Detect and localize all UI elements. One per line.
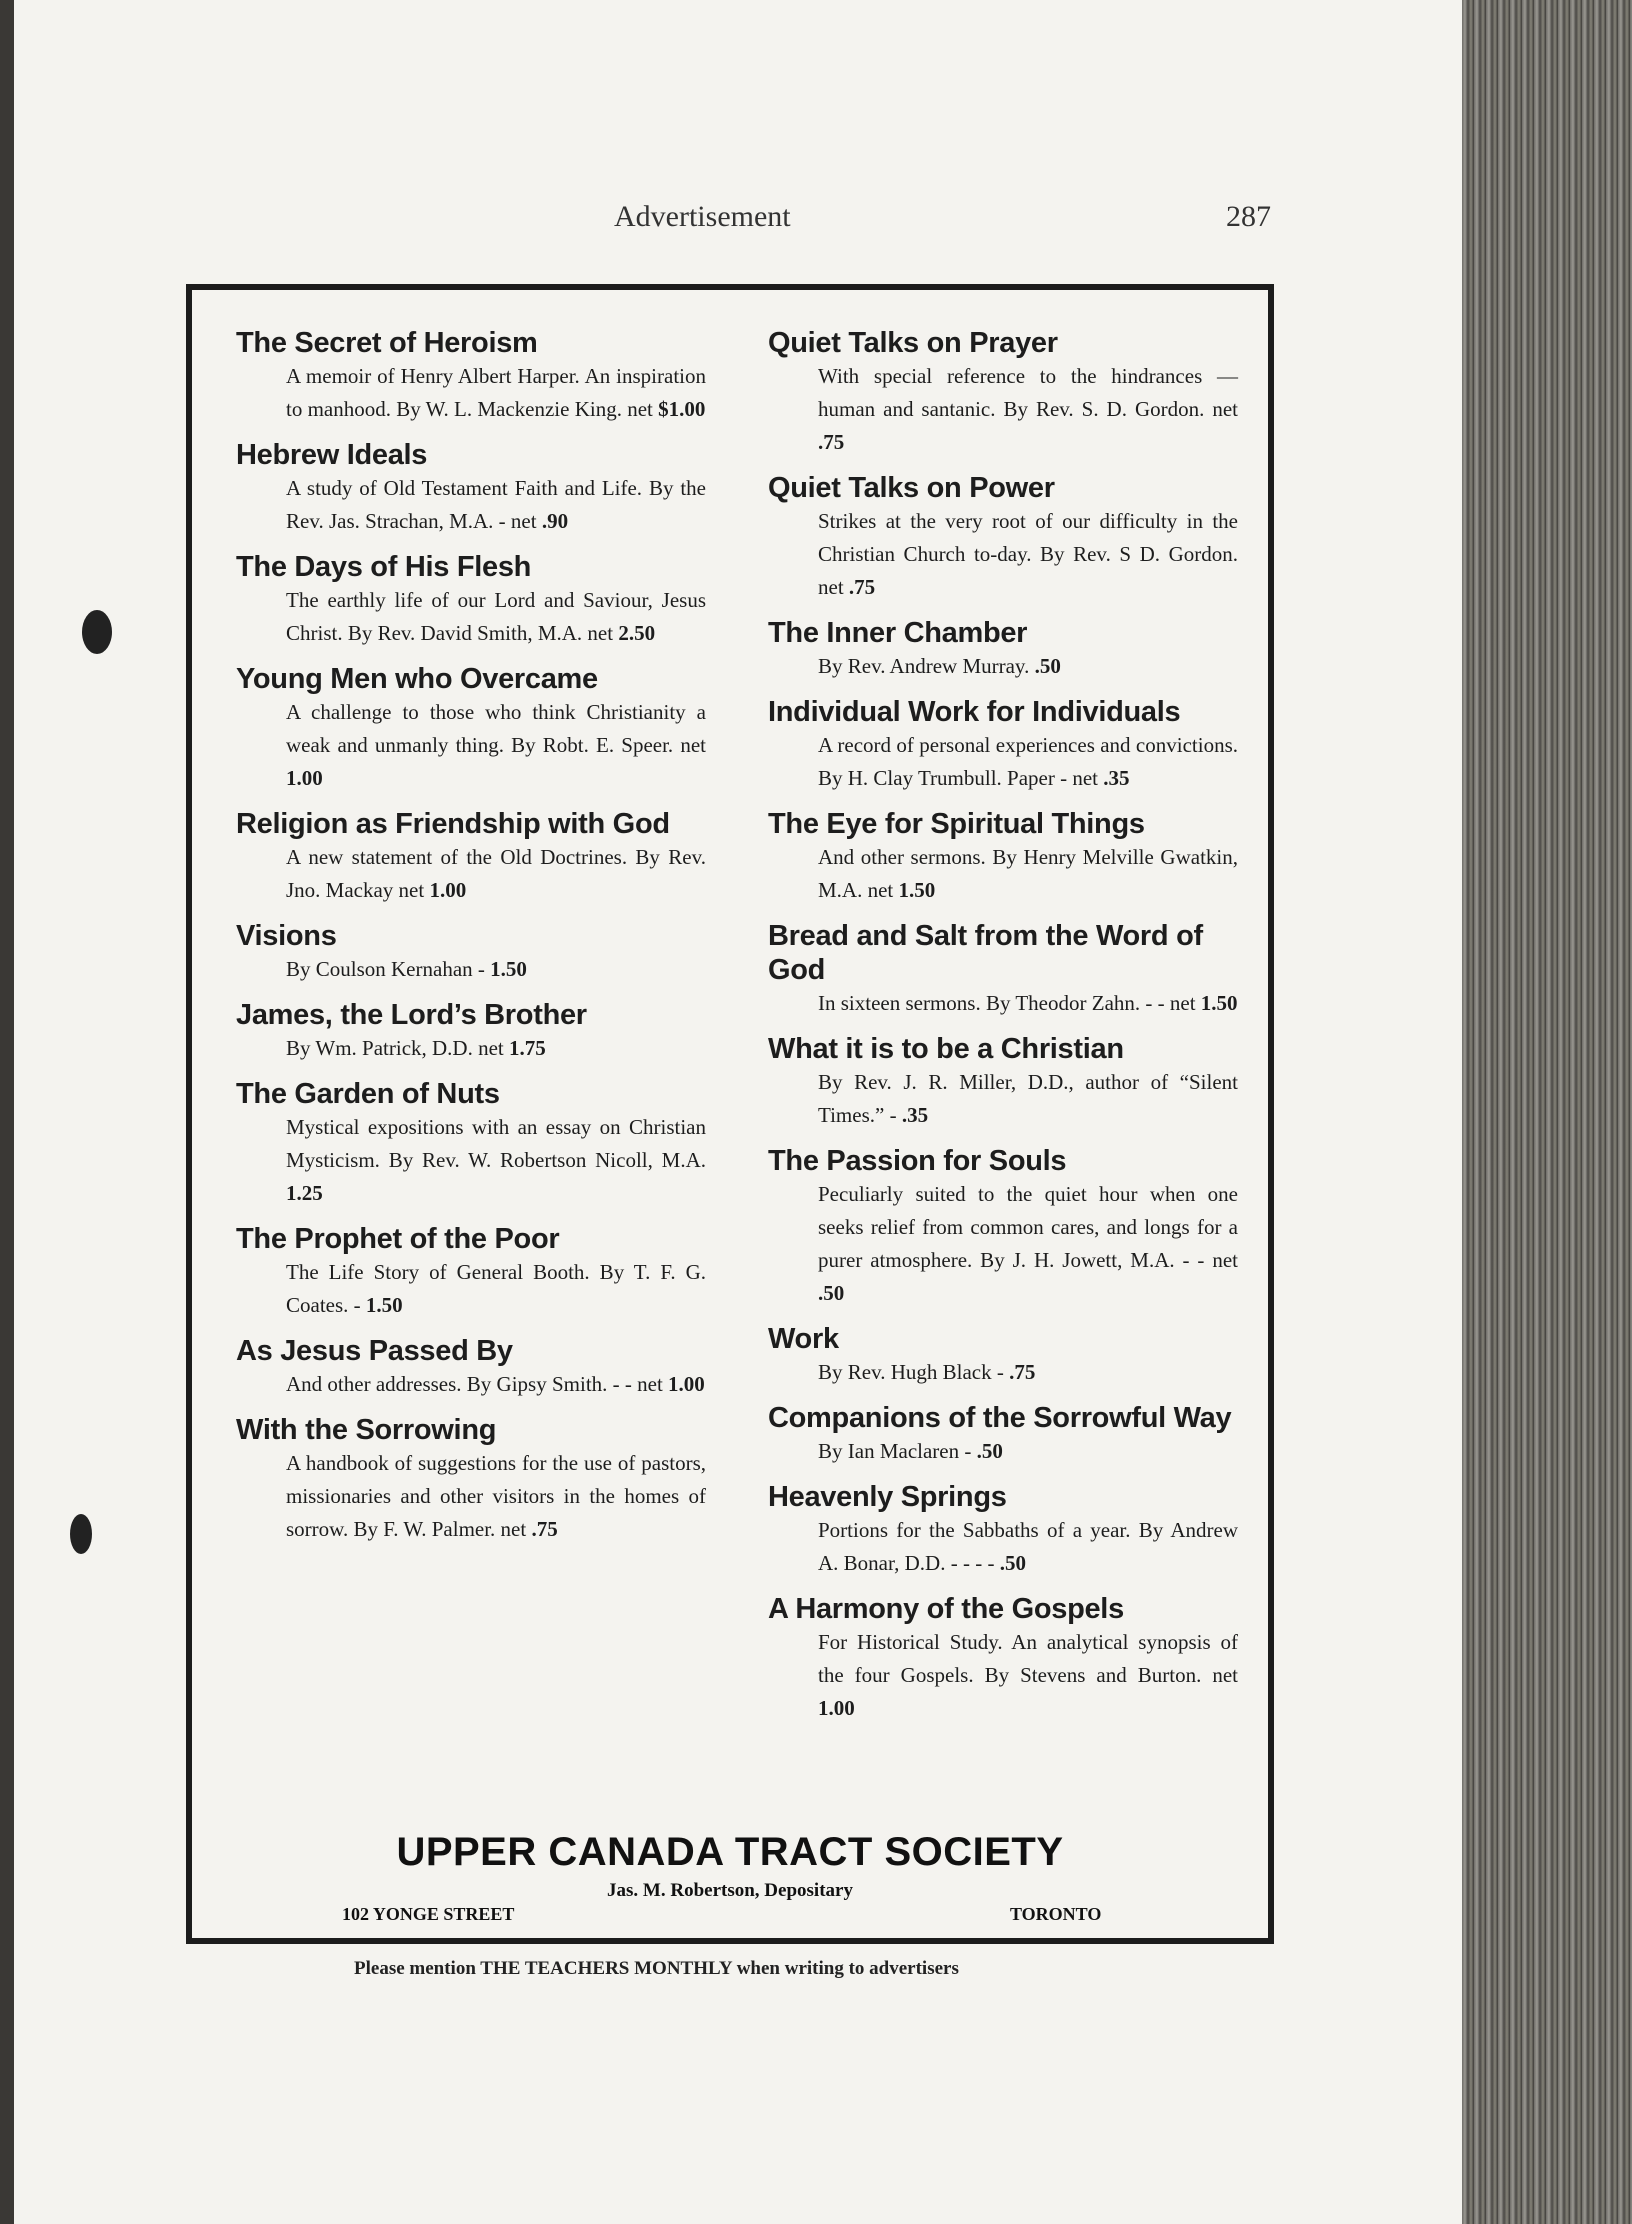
book-price: .50 bbox=[976, 1439, 1003, 1463]
book-listing bbox=[768, 326, 1238, 459]
book-description-text: A handbook of suggestions for the use of pastors, missionaries and other visitors in the homes of sorrow. By F. W. Palmer. net bbox=[286, 1451, 706, 1541]
book-listing bbox=[768, 471, 1238, 604]
advertisement-box bbox=[186, 284, 1274, 1944]
book-title: Heavenly Springs bbox=[768, 1481, 1007, 1513]
book-listing bbox=[236, 1077, 706, 1210]
page-number: 287 bbox=[1226, 200, 1271, 233]
book-price: .50 bbox=[999, 1551, 1026, 1575]
book-description bbox=[236, 696, 706, 795]
book-description bbox=[236, 584, 706, 650]
running-head: Advertisement bbox=[614, 200, 791, 233]
book-title: The Secret of Heroism bbox=[236, 327, 538, 359]
book-description-text: A memoir of Henry Albert Harper. An inspiration to manhood. By W. L. Mackenzie King. net bbox=[286, 364, 706, 421]
book-description-text: Mystical expositions with an essay on Christian Mysticism. By Rev. W. Robertson Nicoll, M.A. bbox=[286, 1115, 706, 1172]
book-description-text: By Wm. Patrick, D.D. net bbox=[286, 1036, 504, 1060]
book-title: Hebrew Ideals bbox=[236, 439, 428, 471]
scanned-page bbox=[14, 0, 1462, 2224]
book-price: 1.50 bbox=[490, 957, 527, 981]
book-listing bbox=[768, 1480, 1238, 1580]
book-description bbox=[768, 1356, 1238, 1389]
book-listing bbox=[768, 1401, 1238, 1468]
book-title: James, the Lord’s Brother bbox=[236, 999, 587, 1031]
book-description-text: A record of personal experiences and convictions. By H. Clay Trumbull. Paper - net bbox=[818, 733, 1238, 790]
left-book-column bbox=[236, 326, 706, 1558]
book-description bbox=[768, 987, 1238, 1020]
book-price: .75 bbox=[848, 575, 876, 599]
book-price: .35 bbox=[1103, 766, 1130, 790]
book-price: 1.00 bbox=[286, 766, 323, 790]
book-description bbox=[768, 1626, 1238, 1725]
book-listing bbox=[768, 919, 1238, 1020]
book-price: .35 bbox=[901, 1103, 929, 1127]
book-title: Quiet Talks on Prayer bbox=[768, 327, 1058, 359]
book-description bbox=[768, 360, 1238, 459]
book-price: .75 bbox=[1009, 1360, 1036, 1384]
book-title: Religion as Friendship with God bbox=[236, 808, 670, 840]
book-price: 1.00 bbox=[429, 878, 467, 902]
book-listing bbox=[768, 1032, 1238, 1132]
book-price: .75 bbox=[818, 430, 845, 454]
book-description bbox=[768, 505, 1238, 604]
book-title: The Days of His Flesh bbox=[236, 551, 532, 583]
publisher-depositary: Jas. M. Robertson, Depositary bbox=[607, 1880, 853, 1901]
book-title: Work bbox=[768, 1323, 839, 1355]
book-description-text: The Life Story of General Booth. By T. F. G. Coates. - bbox=[286, 1260, 706, 1317]
book-title: What it is to be a Christian bbox=[768, 1033, 1124, 1065]
book-listing bbox=[768, 616, 1238, 683]
binding-hole bbox=[82, 610, 112, 654]
book-description bbox=[236, 1032, 706, 1065]
book-listing bbox=[236, 1334, 706, 1401]
book-price: 1.00 bbox=[818, 1696, 855, 1720]
book-description-text: In sixteen sermons. By Theodor Zahn. - - net bbox=[818, 991, 1196, 1015]
book-description-text: By Coulson Kernahan - bbox=[286, 957, 485, 981]
book-price: 2.50 bbox=[618, 621, 656, 645]
book-description-text: A study of Old Testament Faith and Life. By the Rev. Jas. Strachan, M.A. - net bbox=[286, 476, 706, 533]
book-description bbox=[768, 1066, 1238, 1132]
book-title: The Prophet of the Poor bbox=[236, 1223, 560, 1255]
page-stack-edge bbox=[1462, 0, 1632, 2224]
book-price: 1.50 bbox=[1200, 991, 1238, 1015]
book-listing bbox=[768, 1322, 1238, 1389]
book-title: Bread and Salt from the Word of God bbox=[768, 920, 1203, 986]
book-listing bbox=[236, 1413, 706, 1546]
book-description-text: A challenge to those who think Christianity a weak and unmanly thing. By Robt. E. Speer. net bbox=[286, 700, 706, 757]
book-listing bbox=[768, 695, 1238, 795]
book-description-text: By Rev. J. R. Miller, D.D., author of “Silent Times.” - bbox=[818, 1070, 1238, 1127]
book-spine-shadow bbox=[0, 0, 14, 2224]
book-price: 1.50 bbox=[365, 1293, 403, 1317]
book-description bbox=[768, 841, 1238, 907]
book-title: Visions bbox=[236, 920, 337, 952]
right-book-column bbox=[768, 326, 1238, 1737]
book-listing bbox=[236, 550, 706, 650]
book-listing bbox=[236, 1222, 706, 1322]
book-price: .90 bbox=[541, 509, 569, 533]
book-price: 1.00 bbox=[668, 1372, 705, 1396]
book-description-text: Strikes at the very root of our difficulty in the Christian Church to-day. By Rev. S D. Gordon. net bbox=[818, 509, 1238, 599]
book-description bbox=[236, 1256, 706, 1322]
book-description-text: Peculiarly suited to the quiet hour when one seeks relief from common cares, and longs for a purer atmosphere. By J. H. Jowett, M.A. - - net bbox=[818, 1182, 1238, 1272]
book-description bbox=[236, 1447, 706, 1546]
book-description bbox=[768, 1514, 1238, 1580]
book-description-text: And other addresses. By Gipsy Smith. - - net bbox=[286, 1372, 663, 1396]
book-price: 1.75 bbox=[509, 1036, 546, 1060]
book-description bbox=[236, 360, 706, 426]
book-title: Young Men who Overcame bbox=[236, 663, 598, 695]
book-description bbox=[768, 1178, 1238, 1310]
book-listing bbox=[236, 807, 706, 907]
book-listing bbox=[236, 438, 706, 538]
book-title: The Garden of Nuts bbox=[236, 1078, 500, 1110]
book-description-text: With special reference to the hindrances — human and santanic. By Rev. S. D. Gordon. net bbox=[818, 364, 1238, 421]
book-price: .50 bbox=[1034, 654, 1061, 678]
publisher-city: TORONTO bbox=[1010, 1904, 1102, 1924]
book-description-text: For Historical Study. An analytical synopsis of the four Gospels. By Stevens and Burton. net bbox=[818, 1630, 1238, 1687]
book-description-text: The earthly life of our Lord and Saviour, Jesus Christ. By Rev. David Smith, M.A. net bbox=[286, 588, 706, 645]
book-price: .75 bbox=[531, 1517, 558, 1541]
book-description-text: Portions for the Sabbaths of a year. By Andrew A. Bonar, D.D. - - - - bbox=[818, 1518, 1238, 1575]
book-price: .50 bbox=[818, 1281, 845, 1305]
book-description-text: And other sermons. By Henry Melville Gwatkin, M.A. net bbox=[818, 845, 1238, 902]
book-description bbox=[768, 650, 1238, 683]
book-price: $1.00 bbox=[658, 397, 706, 421]
book-listing bbox=[236, 998, 706, 1065]
book-title: A Harmony of the Gospels bbox=[768, 1593, 1124, 1625]
binding-hole bbox=[70, 1514, 92, 1554]
book-title: The Eye for Spiritual Things bbox=[768, 808, 1145, 840]
book-title: Companions of the Sorrowful Way bbox=[768, 1402, 1232, 1434]
book-description bbox=[236, 841, 706, 907]
book-description bbox=[768, 1435, 1238, 1468]
book-listing bbox=[768, 807, 1238, 907]
book-price: 1.50 bbox=[898, 878, 936, 902]
book-description bbox=[768, 729, 1238, 795]
book-description bbox=[236, 1111, 706, 1210]
book-title: Quiet Talks on Power bbox=[768, 472, 1055, 504]
book-listing bbox=[768, 1592, 1238, 1725]
book-listing bbox=[236, 919, 706, 986]
book-description-text: By Rev. Hugh Black - bbox=[818, 1360, 1004, 1384]
book-description bbox=[236, 472, 706, 538]
book-description-text: By Rev. Andrew Murray. bbox=[818, 654, 1030, 678]
book-description bbox=[236, 953, 706, 986]
publisher-name: UPPER CANADA TRACT SOCIETY bbox=[396, 1830, 1064, 1874]
publisher-address: 102 YONGE STREET bbox=[342, 1904, 515, 1924]
book-listing bbox=[768, 1144, 1238, 1310]
book-title: The Passion for Souls bbox=[768, 1145, 1067, 1177]
book-price: 1.25 bbox=[286, 1181, 323, 1205]
book-title: As Jesus Passed By bbox=[236, 1335, 513, 1367]
book-listing bbox=[236, 662, 706, 795]
book-description-text: A new statement of the Old Doctrines. By Rev. Jno. Mackay net bbox=[286, 845, 706, 902]
book-title: Individual Work for Individuals bbox=[768, 696, 1181, 728]
book-title: With the Sorrowing bbox=[236, 1414, 497, 1446]
footer-note: Please mention THE TEACHERS MONTHLY when writing to advertisers bbox=[354, 1958, 959, 1979]
book-description-text: By Ian Maclaren - bbox=[818, 1439, 972, 1463]
book-description bbox=[236, 1368, 706, 1401]
book-listing bbox=[236, 326, 706, 426]
book-title: The Inner Chamber bbox=[768, 617, 1028, 649]
